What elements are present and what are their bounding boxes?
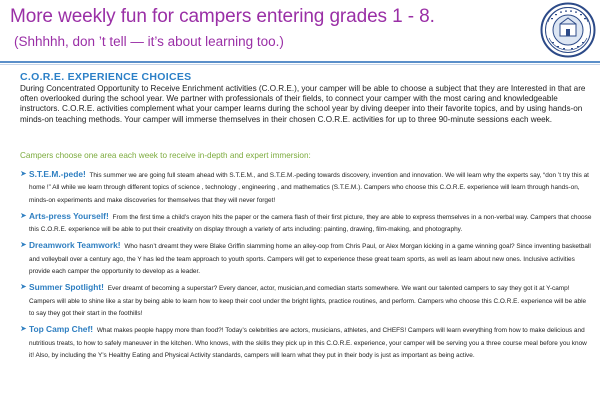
item-text: What makes people happy more than food?! Today’s celebrities are actors, musicians, athletes, and CHEFS! Campers will learn everything from how to make delicious and nutritious treats, to how to safely maneuver in the kitchen. Who knows, with the skills they pick up in this C.O.R.E. experience, your camper will be serving you a three course meal before you know it! Also, by including the Y’s Healthy Eating and Physical Activity standards, campers will learn what they put in their body is just as important as being active.: [29, 327, 587, 359]
page-header: [0, 0, 600, 62]
item-name: Dreamwork Teamwork!: [29, 240, 121, 251]
list-item: [20, 210, 592, 237]
page-title: More weekly fun for campers entering grades 1 - 8.: [10, 6, 435, 27]
list-item: [20, 239, 592, 278]
choices-lead: Campers choose one area each week to receive in-depth and expert immersion:: [20, 151, 311, 160]
intro-paragraph: During Concentrated Opportunity to Receive Enrichment activities (C.O.R.E.), your camper will be able to choose a subject that they are Interested in that are often overlooked during the school year. We partner with professionals of their fields, to connect your camper with the most caring and knowledgeable instructors. C.O.R.E. activities complement what your camper learns during the school year by diving deeper into their favorite topics, and by using hands-on minds-on teaching methods. Your camper will immerse themselves in their chosen C.O.R.E. activities for up to three 90-minute sessions each week.: [20, 84, 586, 124]
page-subtitle: (Shhhhh, don ’t tell — it’s about learning too.): [14, 34, 284, 49]
circular-seal-logo-icon: [540, 2, 596, 58]
item-text: Ever dreamt of becoming a superstar? Every dancer, actor, musician,and comedian starts somewhere. We want our talented campers to say they got it at Y-camp! Campers will able to shine like a star by being able to learn how to keep their cool under the bright lights, practice routines, and perform. Campers who choose this C.O.R.E. experience will be able to say they got their start in the foothills!: [29, 285, 587, 317]
section-heading: C.O.R.E. EXPERIENCE CHOICES: [20, 71, 192, 83]
item-name: Arts-press Yourself!: [29, 210, 109, 221]
arrow-bullet-icon: ➤: [20, 240, 27, 250]
item-text: Who hasn’t dreamt they were Blake Griffin slamming home an alley-oop from Chris Paul, or Alex Morgan kicking in a game winning goal? Since inventing basketball and volleyball over a century ago, the Y has led the team approach to youth sports. Campers will get to experience these great team sports, as well as learn about new ones. Inclusive activities provide each camper the opportunity to develop as a leader.: [29, 243, 591, 276]
arrow-bullet-icon: ➤: [20, 210, 27, 220]
list-item: [20, 168, 592, 207]
list-item: [20, 281, 592, 320]
header-rule-thin: [0, 64, 600, 65]
arrow-bullet-icon: ➤: [20, 282, 27, 292]
item-text: From the first time a child’s crayon hits the paper or the camera flash of their first picture, they are able to express themselves in a non-verbal way. Campers that choose this C.O.R.E. experience will be able to put their creativity on display through a variety of arts including: painting, drawing, film-making, and photography.: [29, 213, 592, 234]
item-name: Top Camp Chef!: [29, 324, 94, 335]
item-text: This summer we are going full steam ahead with S.T.E.M., and S.T.E.M.-peding towards discovery, invention and innovation. We will learn why the experts say, “don ’t try this at home !” All while we learn through different topics of science , technology , engineering , and mathematics (S.T.E.M.). Campers who choose this C.O.R.E. experience will learn through hands-on, minds-on experiments and make discoveries for themselves that they will never forget!: [29, 172, 589, 204]
item-name: S.T.E.M.-pede!: [29, 169, 86, 179]
arrow-bullet-icon: ➤: [20, 169, 27, 178]
list-item: [20, 323, 592, 362]
header-rule: [0, 61, 600, 63]
item-name: Summer Spotlight!: [29, 282, 104, 293]
arrow-bullet-icon: ➤: [20, 324, 27, 334]
core-choices-list: [20, 168, 592, 362]
